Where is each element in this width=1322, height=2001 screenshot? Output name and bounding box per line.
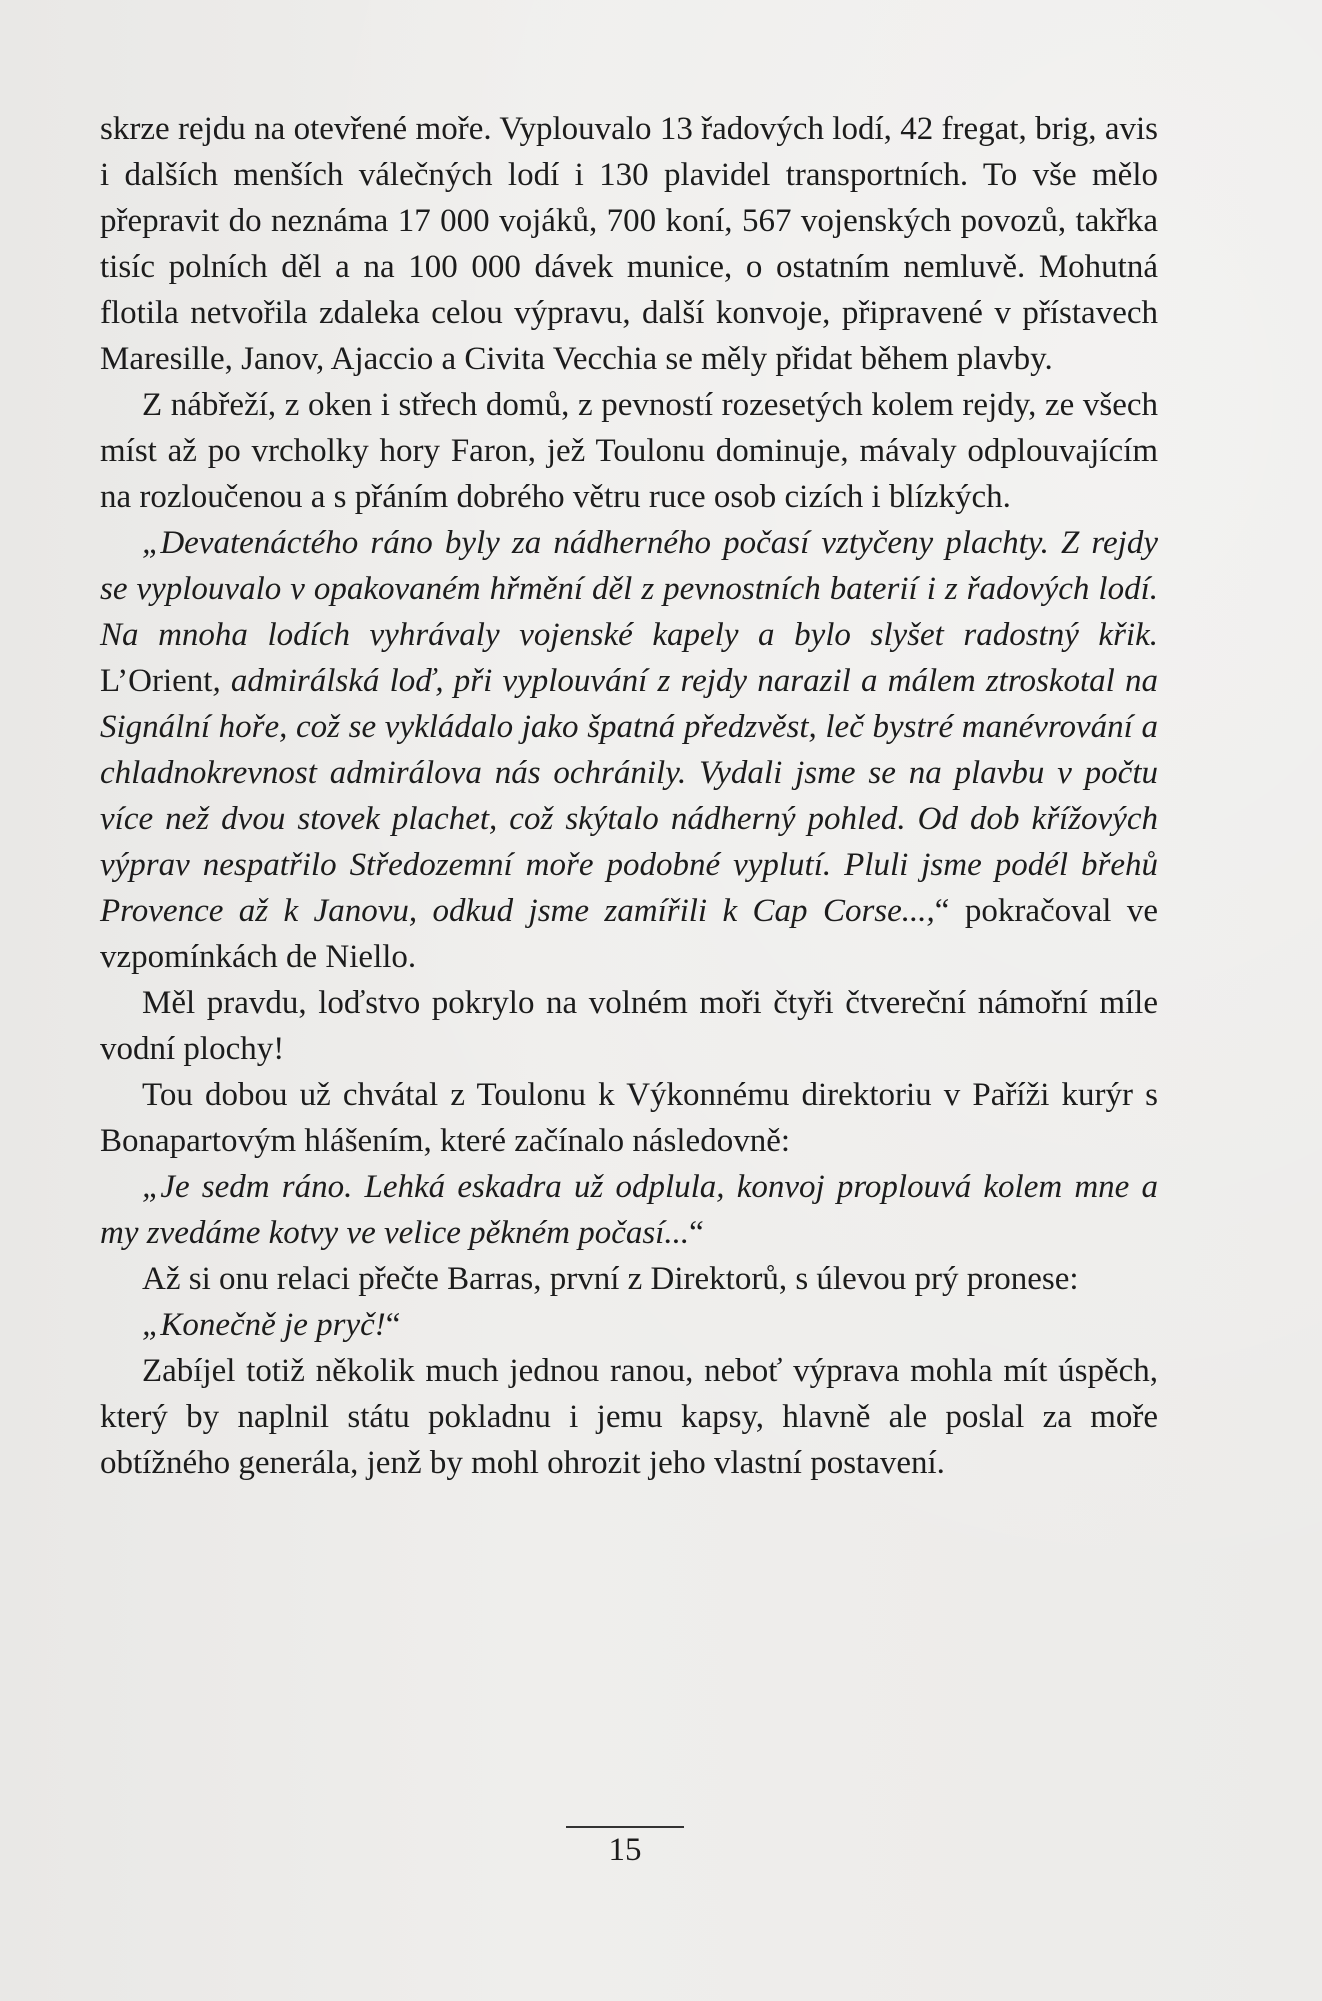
page-body-text	[100, 106, 1158, 1486]
barras-quote-close: “	[385, 1307, 401, 1343]
paragraph-2	[100, 382, 1158, 520]
page-number: 15	[608, 1832, 642, 1868]
paragraph-9-text: Zabíjel totiž několik much jednou ranou, neboť výprava mohla mít úspěch, který by naplnil státu pokladnu i jemu kapsy, hlavně ale poslal za moře obtížného generála, jenž by mohl ohrozit jeho vlastní postavení.	[100, 1353, 1158, 1481]
barras-quote: „Konečně je pryč!	[142, 1307, 386, 1343]
paragraph-7	[100, 1256, 1158, 1302]
report-quote: „Je sedm ráno. Lehká eskadra už odplula, konvoj proplouvá kolem mne a my zvedáme kotvy ve velice pěkném počasí...	[100, 1169, 1158, 1251]
paragraph-2-text: Z nábřeží, z oken i střech domů, z pevností rozesetých kolem rejdy, ze všech míst až po vrcholky hory Faron, jež Toulonu dominuje, mávaly odplouvajícím na rozloučenou a s přáním dobrého větru ruce osob cizích i blízkých.	[100, 387, 1158, 515]
paragraph-1	[100, 106, 1158, 382]
paragraph-5-text: Tou dobou už chvátal z Toulonu k Výkonnému direktoriu v Paříži kurýr s Bonapartovým hlášením, které začínalo následovně:	[100, 1077, 1158, 1159]
paragraph-6-quote	[100, 1164, 1158, 1256]
paragraph-3-quote	[100, 520, 1158, 980]
paragraph-4-text: Měl pravdu, loďstvo pokrylo na volném moři čtyři čtvereční námořní míle vodní plochy!	[100, 985, 1158, 1067]
quote-part-2: , admirálská loď, při vyplouvání z rejdy narazil a málem ztroskotal na Signální hoře, což se vykládalo jako špatná předzvěst, leč bystré manévrování a chladnokrevnost admirálova nás ochránily. Vydali jsme se na plavbu v počtu více než dvou stovek plachet, což skýtalo nádherný pohled. Od dob křížových výprav nespatřilo Středozemní moře podobné vyplutí. Pluli jsme podél břehů Provence až k Janovu, odkud jsme zamířili k Cap Corse...,	[100, 663, 1158, 929]
paragraph-5	[100, 1072, 1158, 1164]
paragraph-4	[100, 980, 1158, 1072]
quote-part-1: „Devatenáctého ráno byly za nádherného počasí vztyčeny plachty. Z rejdy se vyplouvalo v opakovaném hřmění děl z pevnostních baterií i z řadových lodí. Na mnoha lodích vyhrávaly vojenské kapely a bylo slyšet radostný křik.	[100, 525, 1158, 653]
quote-attribution: “ pokračoval ve vzpomínkách de Niello.	[100, 893, 1158, 975]
ship-name: L’Orient	[100, 663, 213, 699]
paragraph-1-text: skrze rejdu na otevřené moře. Vyplouvalo 13 řadových lodí, 42 fregat, brig, avis i dalších menších válečných lodí i 130 plavidel transportních. To vše mělo přepravit do neznáma 17 000 vojáků, 700 koní, 567 vojenských povozů, takřka tisíc polních děl a na 100 000 dávek munice, o ostatním nemluvě. Mohutná flotila netvořila zdaleka celou výpravu, další konvoje, připravené v přístavech Maresille, Janov, Ajaccio a Civita Vecchia se měly přidat během plavby.	[100, 111, 1158, 377]
paragraph-9	[100, 1348, 1158, 1486]
paragraph-8-quote	[100, 1302, 1158, 1348]
paragraph-7-text: Až si onu relaci přečte Barras, první z Direktorů, s úlevou prý pronese:	[142, 1261, 1079, 1297]
report-quote-close: “	[689, 1215, 704, 1251]
